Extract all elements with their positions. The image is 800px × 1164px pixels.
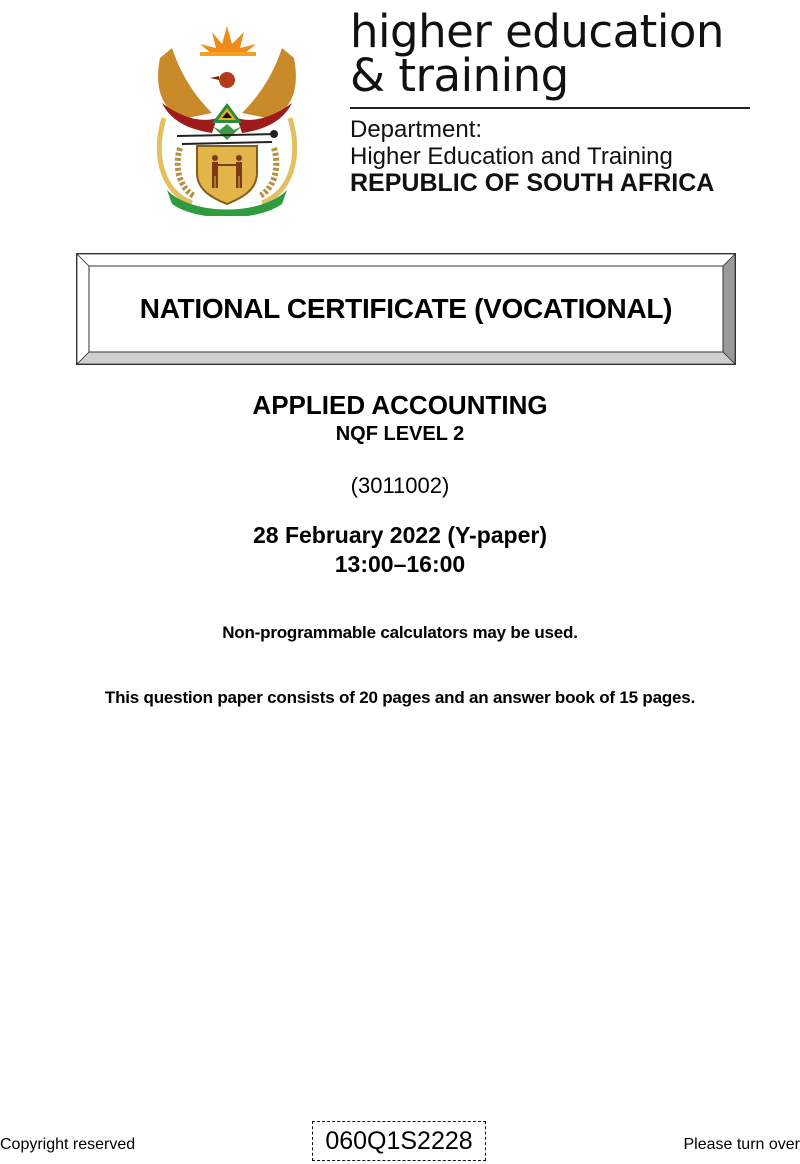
department-label: Department: bbox=[350, 116, 483, 143]
brand-title bbox=[350, 5, 770, 102]
certificate-banner bbox=[76, 253, 736, 365]
calculator-note: Non-programmable calculators may be used. bbox=[222, 623, 578, 642]
subject-code: (3011002) bbox=[350, 473, 450, 498]
paper-code: 060Q1S2228 bbox=[325, 1126, 473, 1155]
copyright-label: Copyright reserved bbox=[0, 1136, 136, 1153]
page-count-note: This question paper consists of 20 pages and an answer book of 15 pages. bbox=[104, 688, 696, 707]
exam-time: 13:00–16:00 bbox=[334, 551, 466, 577]
department-block bbox=[350, 116, 714, 197]
country-name: REPUBLIC OF SOUTH AFRICA bbox=[350, 169, 715, 197]
department-name: Higher Education and Training bbox=[350, 143, 673, 170]
nqf-level: NQF LEVEL 2 bbox=[335, 423, 465, 445]
certificate-title: NATIONAL CERTIFICATE (VOCATIONAL) bbox=[139, 293, 673, 324]
coat-of-arms-icon bbox=[152, 18, 302, 216]
subject-title: APPLIED ACCOUNTING bbox=[252, 390, 548, 420]
brand-divider bbox=[350, 107, 750, 109]
brand-line-2: & training bbox=[350, 49, 569, 102]
exam-date: 28 February 2022 (Y-paper) bbox=[252, 522, 548, 548]
brand-line-1: higher education bbox=[350, 5, 724, 58]
paper-code-box bbox=[312, 1121, 486, 1161]
turn-over-label: Please turn over bbox=[683, 1136, 800, 1153]
